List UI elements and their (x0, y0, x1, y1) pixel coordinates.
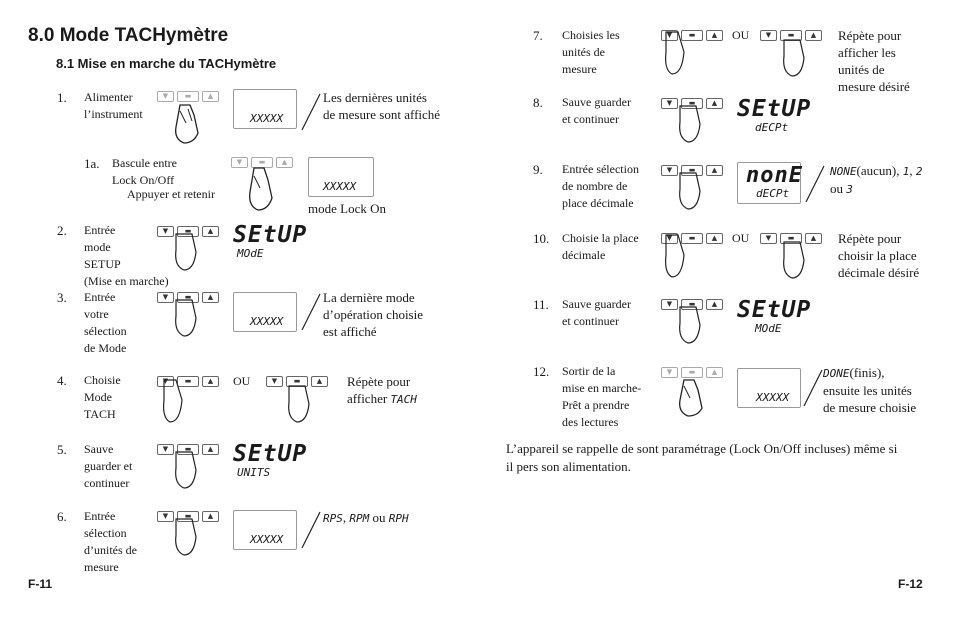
step-1-note: Les dernières unités de mesure sont affiché (323, 90, 441, 122)
up-arrow-key-icon: ▲ (202, 376, 219, 387)
step-1-text: Alimenter l’instrument (84, 90, 143, 121)
lcd-display: XXXXX (308, 157, 374, 197)
mode-key-icon: ▬ (251, 157, 273, 168)
mode-key-icon: ▬ (177, 376, 199, 387)
finger-press-icon (676, 378, 710, 418)
step-7-number: 7. (533, 28, 543, 43)
step-4-number: 4. (57, 373, 67, 388)
step-12-number: 12. (533, 364, 550, 379)
down-arrow-key-icon: ▼ (661, 299, 678, 310)
mode-key-icon: ▬ (681, 98, 703, 109)
down-arrow-key-icon: ▼ (157, 292, 174, 303)
step-6-note: RPS, RPM ou RPH (323, 510, 409, 525)
step-8-text: Sauve guarder et continuer (562, 95, 631, 126)
step-9-number: 9. (533, 162, 543, 177)
down-arrow-key-icon: ▼ (661, 165, 678, 176)
lcd-display: nonE dECPt (737, 162, 801, 204)
up-arrow-key-icon: ▲ (311, 376, 328, 387)
finger-press-icon (246, 166, 286, 212)
step-5-number: 5. (57, 442, 67, 457)
finger-press-icon (172, 103, 212, 145)
lcd-display: SEtUP MOdE (233, 222, 308, 260)
mode-key-icon: ▬ (286, 376, 308, 387)
up-arrow-key-icon: ▲ (706, 367, 723, 378)
mode-key-icon: ▬ (681, 233, 703, 244)
step-12-text: Sortir de la mise en marche- Prêt a prendre des lectures (562, 364, 642, 429)
mode-key-icon: ▬ (780, 30, 802, 41)
up-arrow-key-icon: ▲ (706, 165, 723, 176)
up-arrow-key-icon: ▲ (202, 444, 219, 455)
up-arrow-key-icon: ▲ (706, 233, 723, 244)
up-arrow-key-icon: ▲ (202, 511, 219, 522)
step-11-number: 11. (533, 297, 549, 312)
mode-key-icon: ▬ (681, 165, 703, 176)
step-9-text: Entrée sélection de nombre de place décimale (562, 162, 639, 210)
step-10-number: 10. (533, 231, 550, 246)
finger-press-icon (676, 104, 706, 144)
ou-label: OU (732, 28, 750, 42)
down-arrow-key-icon: ▼ (661, 233, 678, 244)
step-3-note: La dernière mode d’opération choisie est affiché (323, 290, 423, 339)
down-arrow-key-icon: ▼ (157, 511, 174, 522)
finger-press-icon (172, 232, 202, 272)
finger-press-icon (662, 30, 692, 76)
step-3-number: 3. (57, 290, 67, 305)
mode-key-icon: ▬ (177, 292, 199, 303)
step-12-note: DONE(finis), ensuite les unités de mesure choisie (823, 365, 917, 415)
step-10-text: Choisie la place décimale (562, 231, 639, 262)
mode-key-icon: ▬ (681, 367, 703, 378)
step-11-text: Sauve guarder et continuer (562, 297, 631, 328)
step-2-text: Entrée mode SETUP (Mise en marche) (84, 223, 169, 288)
step-4-text: Choisie Mode TACH (84, 373, 121, 421)
up-arrow-key-icon: ▲ (706, 299, 723, 310)
up-arrow-key-icon: ▲ (805, 233, 822, 244)
finger-press-icon (676, 305, 706, 345)
up-arrow-key-icon: ▲ (202, 91, 219, 102)
step-7-note: Répète pour afficher les unités de mesure désiré (838, 28, 910, 94)
finger-press-icon (676, 171, 706, 211)
step-9-note: NONE(aucun), 1, 2 ou 3 (830, 163, 923, 196)
pointer-line (802, 368, 824, 408)
down-arrow-key-icon: ▼ (231, 157, 248, 168)
step-2-number: 2. (57, 223, 67, 238)
lcd-display: SEtUP UNITS (233, 441, 299, 483)
up-arrow-key-icon: ▲ (706, 98, 723, 109)
down-arrow-key-icon: ▼ (760, 30, 777, 41)
down-arrow-key-icon: ▼ (760, 233, 777, 244)
step-1a-text: Bascule entre Lock On/Off (112, 156, 177, 187)
finger-press-icon (285, 384, 315, 424)
finger-press-icon (160, 378, 190, 424)
lcd-display: XXXXX (737, 368, 801, 408)
down-arrow-key-icon: ▼ (661, 367, 678, 378)
step-1a-extra: Appuyer et retenir (127, 187, 215, 201)
lcd-display: XXXXX (233, 89, 297, 129)
down-arrow-key-icon: ▼ (661, 98, 678, 109)
page-number-left: F-11 (28, 577, 53, 591)
lcd-display: SEtUP dECPt (737, 96, 803, 138)
step-3-text: Entrée votre sélection de Mode (84, 290, 127, 355)
step-1a-number: 1a. (84, 156, 100, 171)
step-1a-note: mode Lock On (308, 201, 386, 216)
step-10-note: Répète pour choisir la place décimale désiré (838, 231, 920, 280)
up-arrow-key-icon: ▲ (706, 30, 723, 41)
down-arrow-key-icon: ▼ (266, 376, 283, 387)
step-7-text: Choisies les unités de mesure (562, 28, 620, 76)
finger-press-icon (172, 517, 202, 557)
down-arrow-key-icon: ▼ (157, 226, 174, 237)
down-arrow-key-icon: ▼ (157, 376, 174, 387)
step-8-number: 8. (533, 95, 543, 110)
lcd-display: XXXXX (233, 292, 297, 332)
down-arrow-key-icon: ▼ (661, 30, 678, 41)
mode-key-icon: ▬ (177, 226, 199, 237)
page-number-right: F-12 (898, 577, 923, 591)
ou-label: OU (732, 231, 750, 245)
ou-label: OU (233, 374, 251, 388)
pointer-line (300, 292, 322, 332)
up-arrow-key-icon: ▲ (276, 157, 293, 168)
step-4-note: Répète pour afficher TACH (347, 374, 417, 406)
step-6-text: Entrée sélection d’unités de mesure (84, 509, 137, 574)
mode-key-icon: ▬ (177, 511, 199, 522)
up-arrow-key-icon: ▲ (805, 30, 822, 41)
mode-key-icon: ▬ (681, 299, 703, 310)
step-1-number: 1. (57, 90, 67, 105)
mode-key-icon: ▬ (177, 444, 199, 455)
step-5-text: Sauve guarder et continuer (84, 442, 133, 490)
pointer-line (804, 164, 826, 204)
mode-key-icon: ▬ (780, 233, 802, 244)
down-arrow-key-icon: ▼ (157, 444, 174, 455)
finger-press-icon (780, 38, 810, 78)
down-arrow-key-icon: ▼ (157, 91, 174, 102)
mode-key-icon: ▬ (681, 30, 703, 41)
pointer-line (300, 92, 322, 132)
up-arrow-key-icon: ▲ (202, 226, 219, 237)
up-arrow-key-icon: ▲ (202, 292, 219, 303)
finger-press-icon (172, 450, 202, 490)
section-subtitle: 8.1 Mise en marche du TACHymètre (56, 56, 277, 71)
mode-key-icon: ▬ (177, 91, 199, 102)
lcd-display: XXXXX (233, 510, 297, 550)
closing-paragraph: L’appareil se rappelle de sont paramétrage (Lock On/Off incluses) même si il pers son alimentation. (506, 441, 898, 474)
finger-press-icon (172, 298, 202, 338)
finger-press-icon (780, 240, 810, 280)
step-6-number: 6. (57, 509, 67, 524)
pointer-line (300, 510, 322, 550)
page-title: 8.0 Mode TACHymètre (28, 25, 229, 46)
finger-press-icon (662, 233, 692, 279)
lcd-display: SEtUP MOdE (737, 297, 803, 339)
